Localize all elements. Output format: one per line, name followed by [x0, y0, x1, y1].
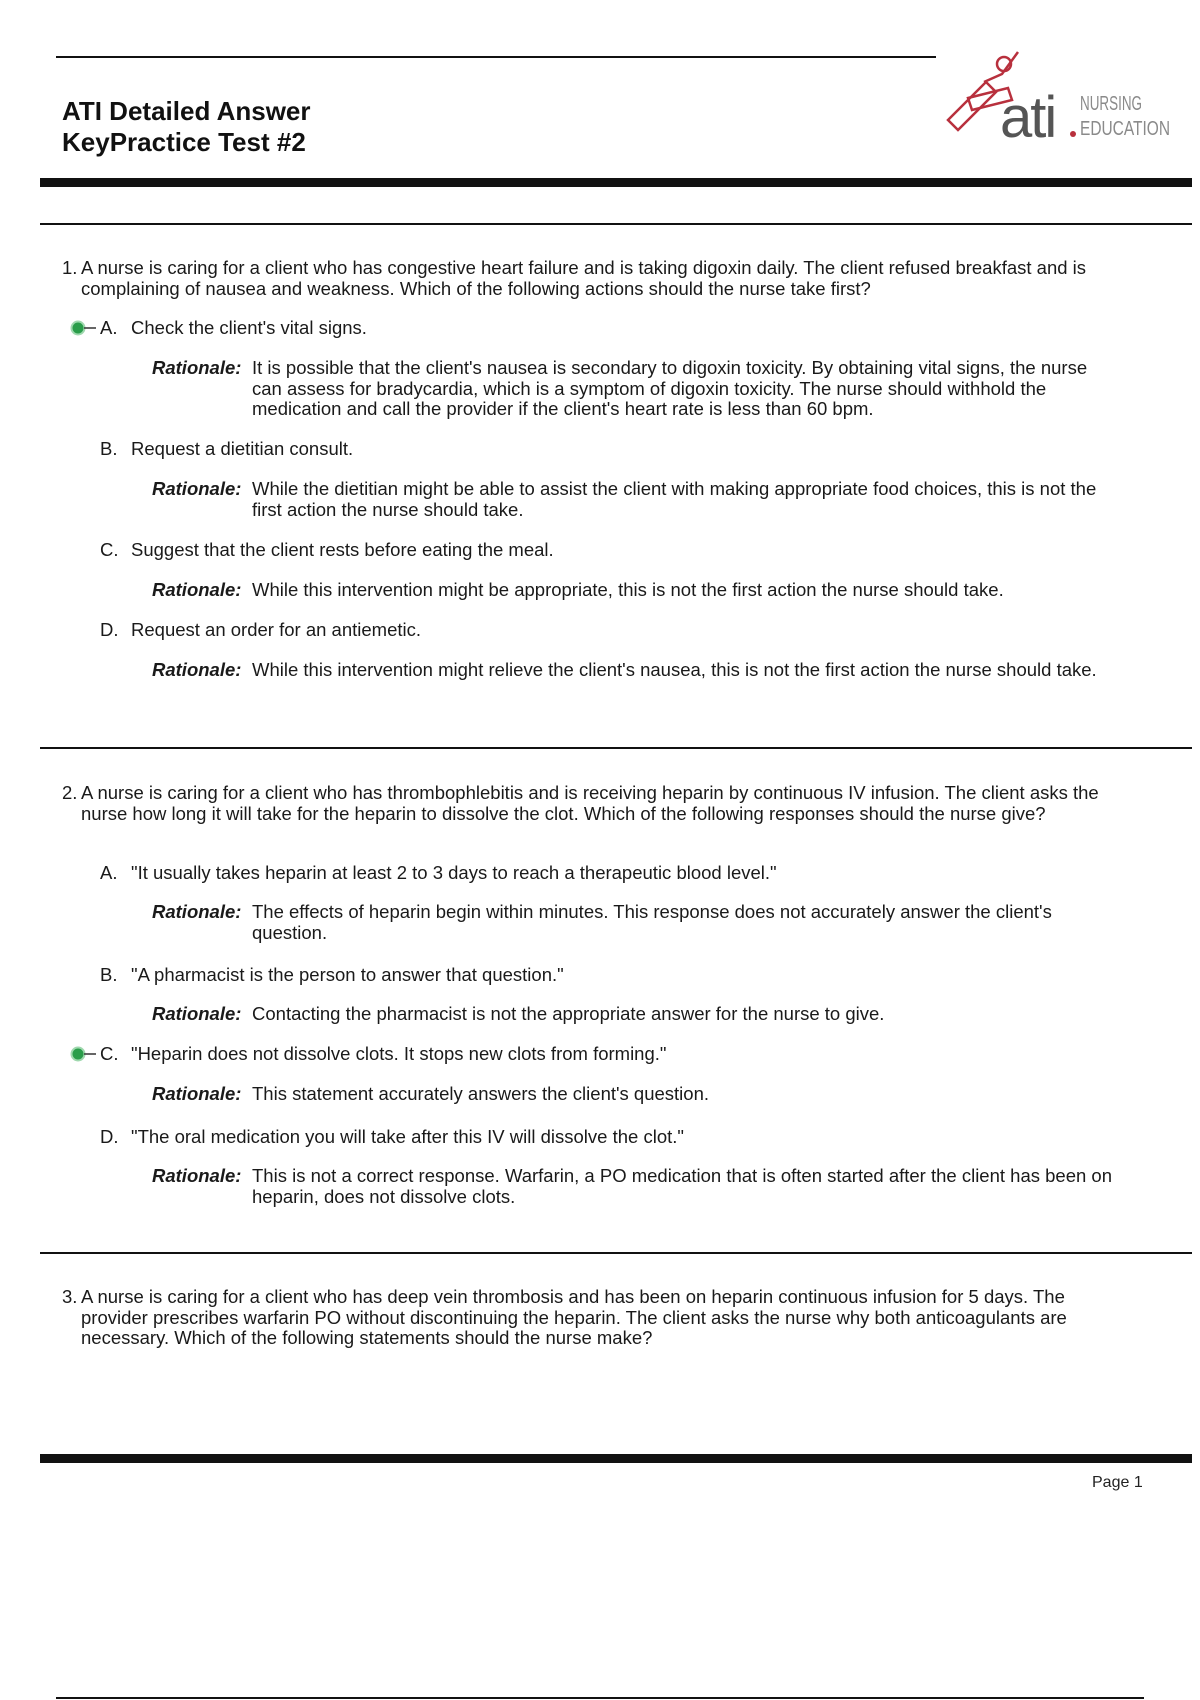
correct-answer-marker-icon	[66, 1047, 96, 1061]
rationale-text: The effects of heparin begin within minutes. This response does not accurately answer the client's question.	[252, 901, 1052, 943]
rationale-text: While this intervention might relieve the client's nausea, this is not the first action the nurse should take.	[252, 659, 1097, 680]
rationale-text: This is not a correct response. Warfarin, a PO medication that is often started after the client has been on heparin, does not dissolve clots.	[252, 1165, 1112, 1207]
option-text: Check the client's vital signs.	[131, 317, 367, 338]
title-line-1: ATI Detailed Answer	[62, 96, 311, 126]
option-letter: B.	[100, 438, 118, 459]
logo-tag-line-2: EDUCATION	[1080, 118, 1170, 140]
q1-rationale-d	[152, 660, 1112, 681]
option-text: Request an order for an antiemetic.	[131, 619, 421, 640]
question-number: 2.	[62, 782, 78, 803]
rationale-text: Contacting the pharmacist is not the appropriate answer for the nurse to give.	[252, 1003, 885, 1024]
question-2	[62, 783, 1112, 824]
q1-rationale-c	[152, 580, 1112, 601]
q1-option-b[interactable]	[100, 438, 353, 460]
correct-answer-marker-icon	[66, 321, 96, 335]
option-text: "It usually takes heparin at least 2 to 3 days to reach a therapeutic blood level."	[131, 862, 777, 883]
section-divider	[40, 747, 1192, 749]
document-title	[62, 96, 311, 158]
rationale-label: Rationale:	[152, 357, 242, 378]
rationale-label: Rationale:	[152, 1003, 242, 1024]
option-letter: A.	[100, 317, 118, 338]
option-text: Suggest that the client rests before eating the meal.	[131, 539, 554, 560]
q1-option-d[interactable]	[100, 619, 421, 641]
question-1	[62, 258, 1112, 299]
logo-dot	[1070, 131, 1076, 137]
ati-logo	[938, 42, 1178, 152]
option-letter: C.	[100, 1043, 119, 1064]
q1-rationale-a	[152, 358, 1112, 420]
q2-rationale-a	[152, 902, 1112, 943]
page-number: Page 1	[1092, 1474, 1143, 1491]
rationale-text: While this intervention might be appropriate, this is not the first action the nurse should take.	[252, 579, 1004, 600]
rationale-label: Rationale:	[152, 478, 242, 499]
question-number: 1.	[62, 257, 78, 278]
option-text: "A pharmacist is the person to answer that question."	[131, 964, 564, 985]
q1-option-c[interactable]	[100, 539, 554, 561]
option-letter: D.	[100, 619, 119, 640]
q2-option-c[interactable]	[100, 1043, 666, 1065]
section-divider	[40, 1252, 1192, 1254]
rationale-label: Rationale:	[152, 901, 242, 922]
option-letter: C.	[100, 539, 119, 560]
q2-rationale-b	[152, 1004, 1112, 1025]
option-letter: A.	[100, 862, 118, 883]
rationale-text: While the dietitian might be able to assist the client with making appropriate food choices, this is not the first action the nurse should take.	[252, 478, 1097, 520]
option-letter: D.	[100, 1126, 119, 1147]
option-letter: B.	[100, 964, 118, 985]
rationale-label: Rationale:	[152, 659, 242, 680]
header-thick-rule	[40, 178, 1192, 187]
q2-option-a[interactable]	[100, 862, 777, 884]
option-text: "The oral medication you will take after this IV will dissolve the clot."	[131, 1126, 684, 1147]
header-top-rule	[56, 56, 936, 58]
q1-option-a[interactable]	[100, 317, 367, 339]
question-text: A nurse is caring for a client who has deep vein thrombosis and has been on heparin continuous infusion for 5 days. The provider prescribes warfarin PO without discontinuing the heparin. The client asks the nurse why both anticoagulants are necessary. Which of the following statements should the nurse make?	[81, 1286, 1067, 1348]
section-divider	[40, 223, 1192, 225]
q2-option-d[interactable]	[100, 1126, 684, 1148]
q2-rationale-d	[152, 1166, 1112, 1207]
question-text: A nurse is caring for a client who has congestive heart failure and is taking digoxin daily. The client refused breakfast and is complaining of nausea and weakness. Which of the following actions should the nurse take first?	[81, 257, 1087, 299]
rationale-text: It is possible that the client's nausea is secondary to digoxin toxicity. By obtaining vital signs, the nurse can assess for bradycardia, which is a symptom of digoxin toxicity. The nurse should withhold the medication and call the provider if the client's heart rate is less than 60 bpm.	[252, 357, 1088, 419]
rationale-text: This statement accurately answers the client's question.	[252, 1083, 709, 1104]
logo-brand: ati	[1000, 85, 1056, 150]
rationale-label: Rationale:	[152, 1165, 242, 1186]
footer-bottom-rule	[56, 1697, 1144, 1699]
rationale-label: Rationale:	[152, 579, 242, 600]
question-text: A nurse is caring for a client who has thrombophlebitis and is receiving heparin by continuous IV infusion. The client asks the nurse how long it will take for the heparin to dissolve the clot. Which of the following responses should the nurse give?	[81, 782, 1099, 824]
title-line-2: KeyPractice Test #2	[62, 127, 306, 157]
question-3	[62, 1287, 1112, 1349]
option-text: "Heparin does not dissolve clots. It stops new clots from forming."	[131, 1043, 667, 1064]
logo-tag-line-1: NURSING	[1080, 93, 1142, 115]
rationale-label: Rationale:	[152, 1083, 242, 1104]
footer-thick-rule	[40, 1454, 1192, 1463]
q1-rationale-b	[152, 479, 1112, 520]
question-number: 3.	[62, 1286, 78, 1307]
q2-option-b[interactable]	[100, 964, 564, 986]
q2-rationale-c	[152, 1084, 1112, 1105]
option-text: Request a dietitian consult.	[131, 438, 354, 459]
